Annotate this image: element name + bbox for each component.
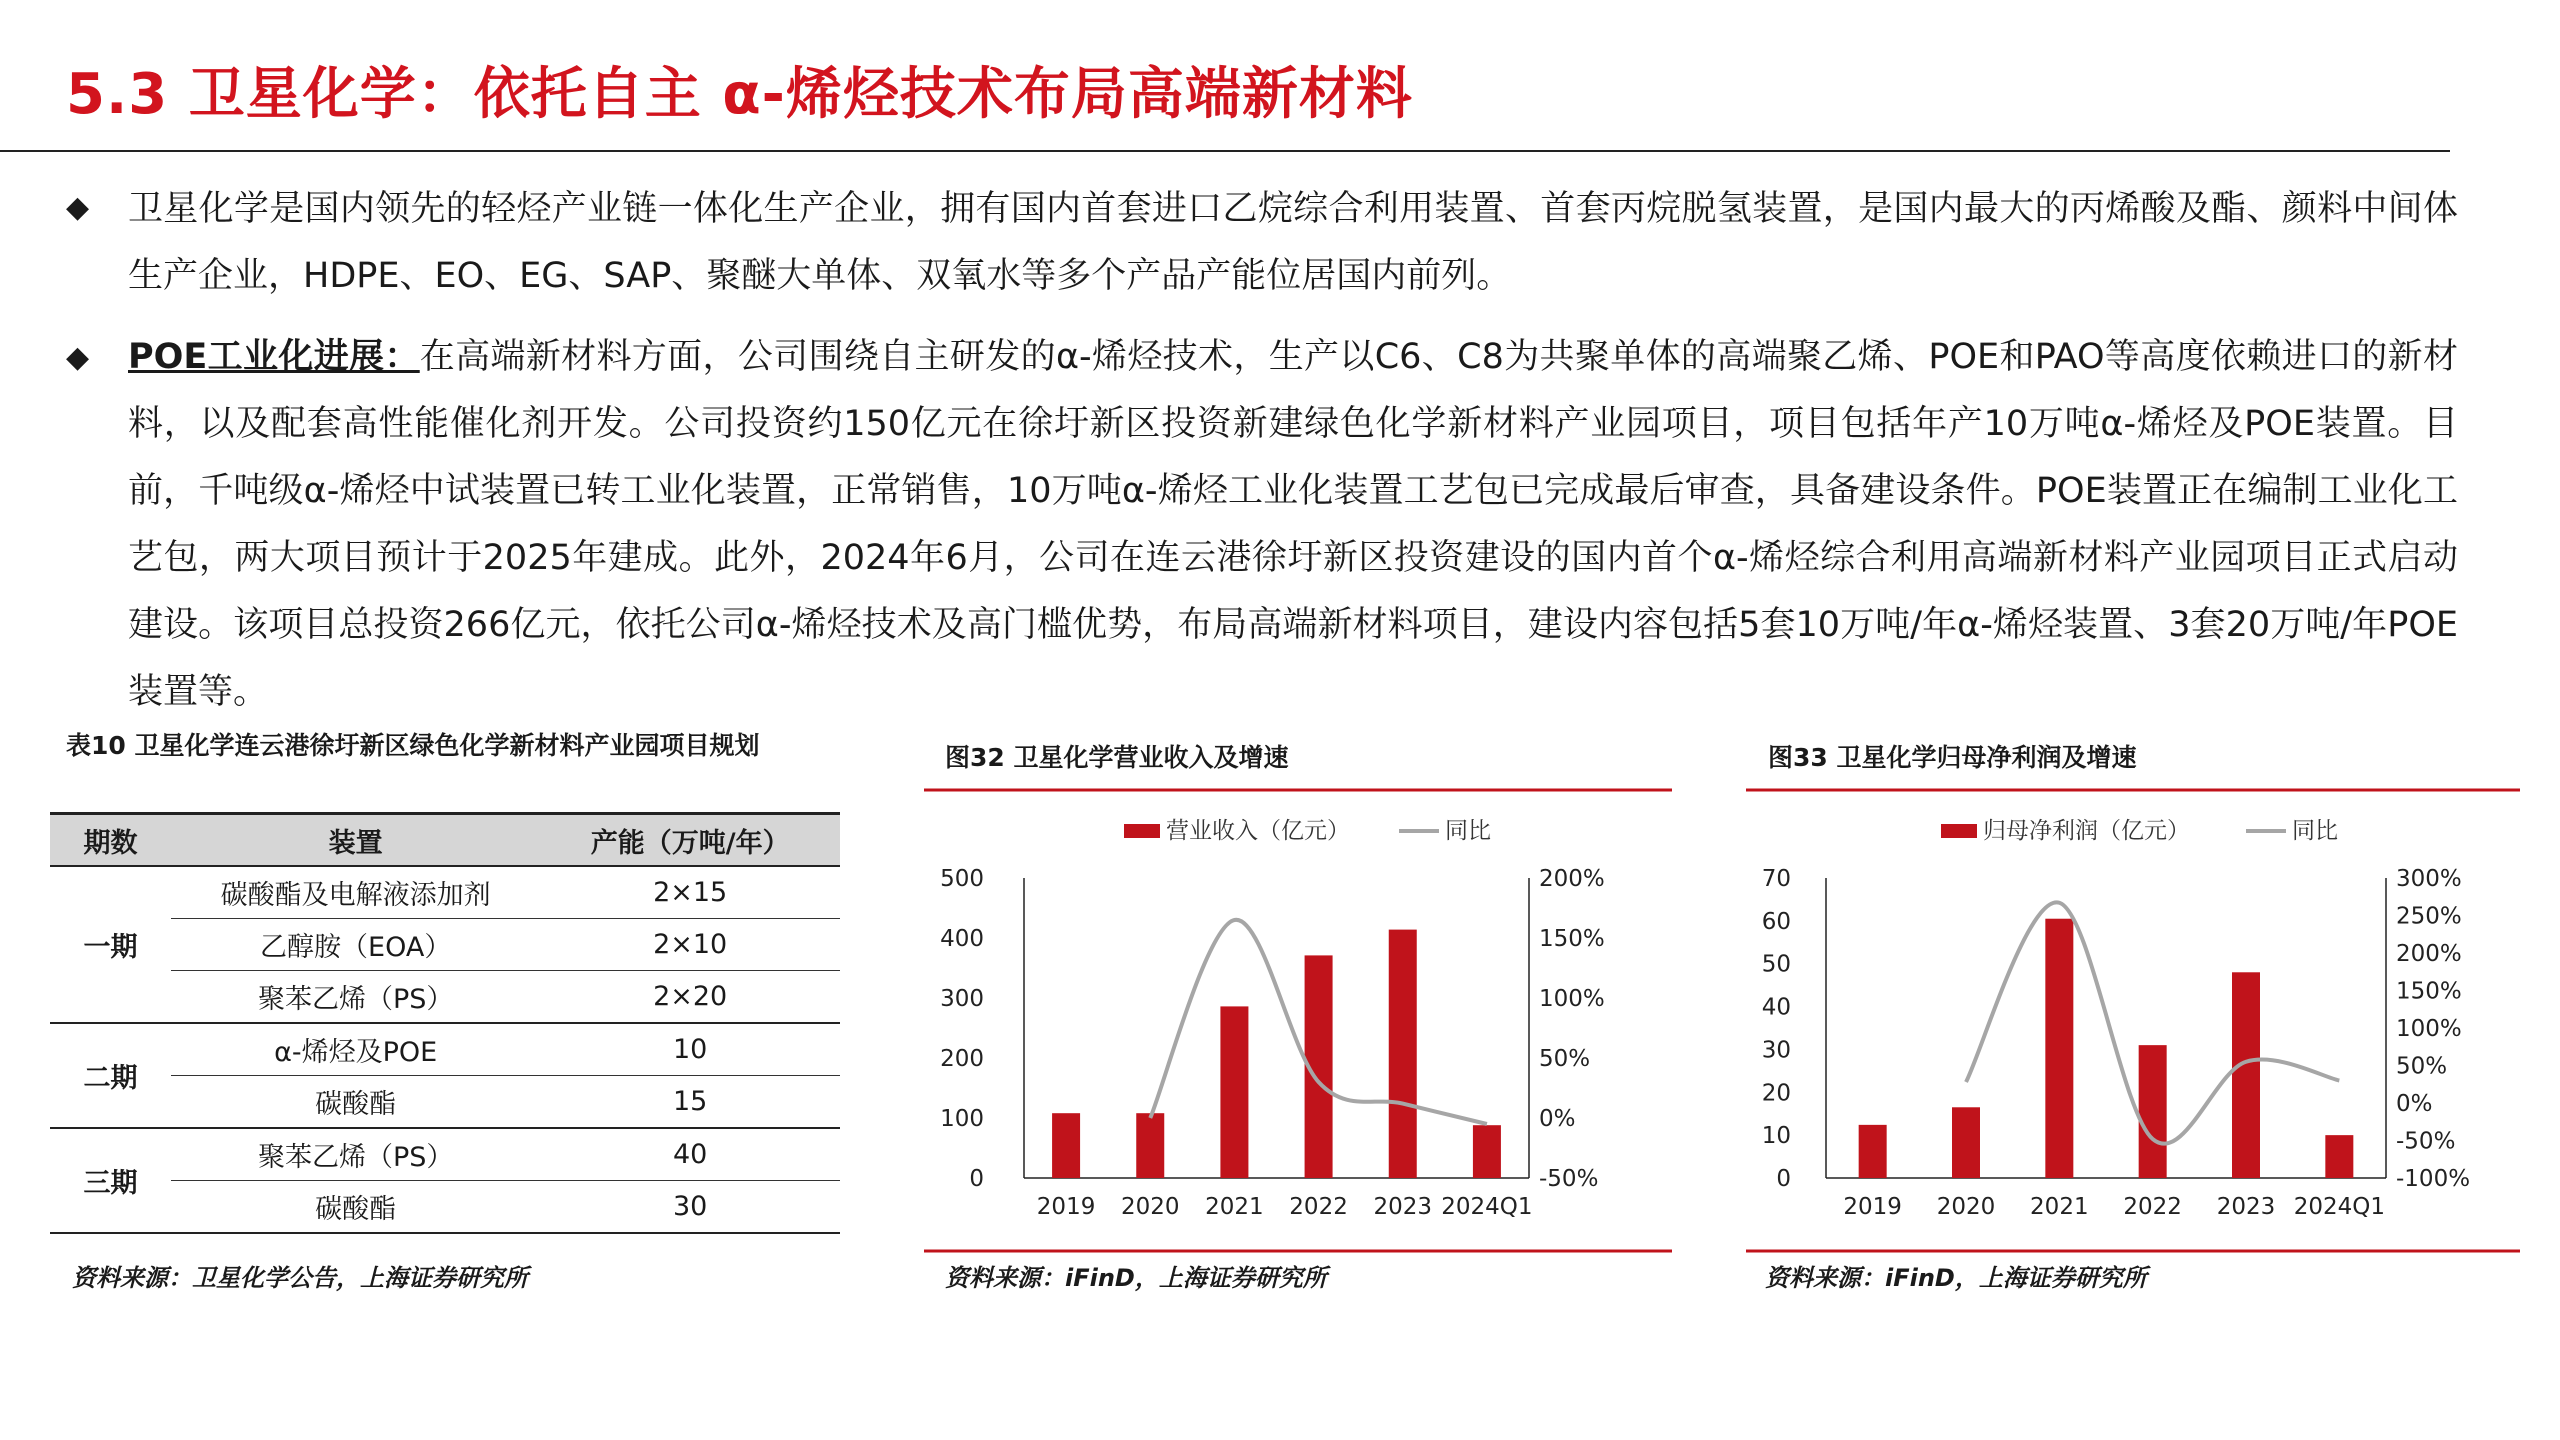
legend-line-label: 同比 xyxy=(1445,818,1491,844)
y-right-tick-label: 0% xyxy=(2396,1091,2433,1117)
y-left-tick-label: 10 xyxy=(1761,1123,1791,1150)
header-phase: 期数 xyxy=(50,814,171,867)
bar xyxy=(1859,1125,1887,1178)
y-right-tick-label: -100% xyxy=(2396,1166,2471,1192)
bar xyxy=(1952,1107,1980,1178)
y-left-tick-label: 300 xyxy=(940,986,984,1012)
header-capacity: 产能（万吨/年） xyxy=(540,814,840,867)
phase-cell: 一期 xyxy=(50,866,171,1023)
y-right-tick-label: 100% xyxy=(1539,986,1605,1012)
y-right-tick-label: 150% xyxy=(2396,978,2462,1005)
header-device: 装置 xyxy=(171,814,540,867)
phase-cell: 三期 xyxy=(50,1128,171,1233)
capacity-cell: 10 xyxy=(540,1023,840,1076)
x-tick-label: 2022 xyxy=(1289,1194,1348,1220)
table-row xyxy=(50,866,840,919)
y-left-tick-label: 0 xyxy=(969,1166,984,1192)
title-divider xyxy=(0,150,2450,152)
bar xyxy=(1136,1113,1164,1178)
x-tick-label: 2024Q1 xyxy=(2293,1194,2385,1220)
legend-bar-swatch xyxy=(1124,824,1160,838)
table-row xyxy=(50,1023,840,1076)
bar xyxy=(2139,1045,2167,1178)
bar xyxy=(2045,919,2073,1178)
table-row xyxy=(50,1128,840,1181)
table-header-row xyxy=(50,814,840,867)
y-right-tick-label: 200% xyxy=(2396,941,2462,967)
y-right-tick-label: 150% xyxy=(1539,926,1605,952)
y-right-tick-label: 250% xyxy=(2396,903,2462,930)
device-cell: 碳酸酯 xyxy=(171,1076,540,1129)
y-left-tick-label: 60 xyxy=(1761,908,1791,935)
chart-source-profit: 资料来源：iFinD，上海证券研究所 xyxy=(1765,1264,2147,1292)
poe-paragraph xyxy=(128,324,2458,726)
y-left-tick-label: 500 xyxy=(940,866,984,892)
table-source: 资料来源：卫星化学公告，上海证券研究所 xyxy=(72,1264,528,1292)
y-left-tick-label: 20 xyxy=(1761,1080,1791,1107)
chart-title-revenue: 图32 卫星化学营业收入及增速 xyxy=(945,743,1289,772)
y-right-tick-label: 50% xyxy=(1539,1046,1591,1072)
table-caption: 表10 卫星化学连云港徐圩新区绿色化学新材料产业园项目规划 xyxy=(66,731,760,760)
x-tick-label: 2023 xyxy=(1373,1194,1433,1220)
chart-title-profit: 图33 卫星化学归母净利润及增速 xyxy=(1768,743,2137,772)
device-cell: 聚苯乙烯（PS） xyxy=(171,1128,540,1181)
x-tick-label: 2024Q1 xyxy=(1441,1194,1533,1220)
y-right-tick-label: -50% xyxy=(2396,1128,2456,1155)
intro-paragraph: 卫星化学是国内领先的轻烃产业链一体化生产企业，拥有国内首套进口乙烷综合利用装置、首套丙烷脱氢装置，是国内最大的丙烯酸及酯、颜料中间体生产企业，HDPE、EO、EG、SAP、聚醚大单体、双氧水等多个产品产能位居国内前列。 xyxy=(128,189,2458,296)
bar xyxy=(2232,972,2260,1178)
y-left-tick-label: 70 xyxy=(1761,866,1791,892)
bullet-diamond-icon: ◆ xyxy=(66,340,90,375)
y-right-tick-label: 0% xyxy=(1539,1106,1576,1132)
x-tick-label: 2022 xyxy=(2123,1194,2182,1220)
capacity-cell: 2×10 xyxy=(540,919,840,971)
capacity-cell: 2×20 xyxy=(540,971,840,1024)
capacity-cell: 40 xyxy=(540,1128,840,1181)
poe-text: 在高端新材料方面，公司围绕自主研发的α-烯烃技术，生产以C6、C8为共聚单体的高端聚乙烯、POE和PAO等高度依赖进口的新材料，以及配套高性能催化剂开发。公司投资约150亿元在徐圩新区投资新建绿色化学新材料产业园项目，项目包括年产10万吨α-烯烃及POE装置。目前，千吨级α-烯烃中试装置已转工业化装置，正常销售，10万吨α-烯烃工业化装置工艺包已完成最后审查，具备建设条件。POE装置正在编制工业化工艺包，两大项目预计于2025年建成。此外，2024年6月，公司在连云港徐圩新区投资建设的国内首个α-烯烃综合利用高端新材料产业园项目正式启动建设。该项目总投资266亿元，依托公司α-烯烃技术及高门槛优势，布局高端新材料项目，建设内容包括5套10万吨/年α-烯烃装置、3套20万吨/年POE装置等。 xyxy=(128,337,2458,712)
poe-label: POE工业化进展： xyxy=(128,337,420,377)
y-left-tick-label: 30 xyxy=(1761,1037,1791,1064)
x-tick-label: 2019 xyxy=(1036,1194,1096,1220)
x-tick-label: 2020 xyxy=(1120,1194,1180,1220)
y-left-tick-label: 400 xyxy=(940,926,984,952)
y-left-tick-label: 50 xyxy=(1761,951,1791,978)
phase-cell: 二期 xyxy=(50,1023,171,1128)
y-right-tick-label: -50% xyxy=(1539,1166,1599,1192)
device-cell: 乙醇胺（EOA） xyxy=(171,919,540,971)
y-right-tick-label: 50% xyxy=(2396,1053,2448,1080)
bar xyxy=(1220,1006,1248,1178)
x-tick-label: 2020 xyxy=(1936,1194,1996,1220)
x-tick-label: 2021 xyxy=(1205,1194,1264,1220)
page-title: 5.3 卫星化学：依托自主 α-烯烃技术布局高端新材料 xyxy=(66,62,1413,127)
bar xyxy=(1389,930,1417,1178)
legend-bar-label: 归母净利润（亿元） xyxy=(1983,818,2190,844)
revenue-chart xyxy=(924,788,1672,1253)
x-tick-label: 2023 xyxy=(2216,1194,2276,1220)
bar xyxy=(1052,1113,1080,1178)
y-right-tick-label: 200% xyxy=(1539,866,1605,892)
profit-chart xyxy=(1746,788,2520,1253)
legend-line-label: 同比 xyxy=(2292,818,2338,844)
legend-bar-label: 营业收入（亿元） xyxy=(1166,818,1350,844)
chart-source-revenue: 资料来源：iFinD，上海证券研究所 xyxy=(945,1264,1327,1292)
y-right-tick-label: 300% xyxy=(2396,866,2462,892)
capacity-cell: 30 xyxy=(540,1181,840,1234)
bullet-diamond-icon: ◆ xyxy=(66,190,90,225)
capacity-cell: 15 xyxy=(540,1076,840,1129)
capacity-cell: 2×15 xyxy=(540,866,840,919)
bar xyxy=(2325,1135,2353,1178)
device-cell: 碳酸酯 xyxy=(171,1181,540,1234)
device-cell: α-烯烃及POE xyxy=(171,1023,540,1076)
x-tick-label: 2021 xyxy=(2030,1194,2089,1220)
y-left-tick-label: 40 xyxy=(1761,994,1791,1021)
y-left-tick-label: 0 xyxy=(1776,1166,1791,1192)
legend-bar-swatch xyxy=(1941,824,1977,838)
y-left-tick-label: 100 xyxy=(940,1106,984,1132)
device-cell: 聚苯乙烯（PS） xyxy=(171,971,540,1024)
capacity-table xyxy=(50,812,840,1234)
bar xyxy=(1473,1125,1501,1178)
device-cell: 碳酸酯及电解液添加剂 xyxy=(171,866,540,919)
y-left-tick-label: 200 xyxy=(940,1046,984,1072)
y-right-tick-label: 100% xyxy=(2396,1016,2462,1042)
x-tick-label: 2019 xyxy=(1843,1194,1902,1220)
